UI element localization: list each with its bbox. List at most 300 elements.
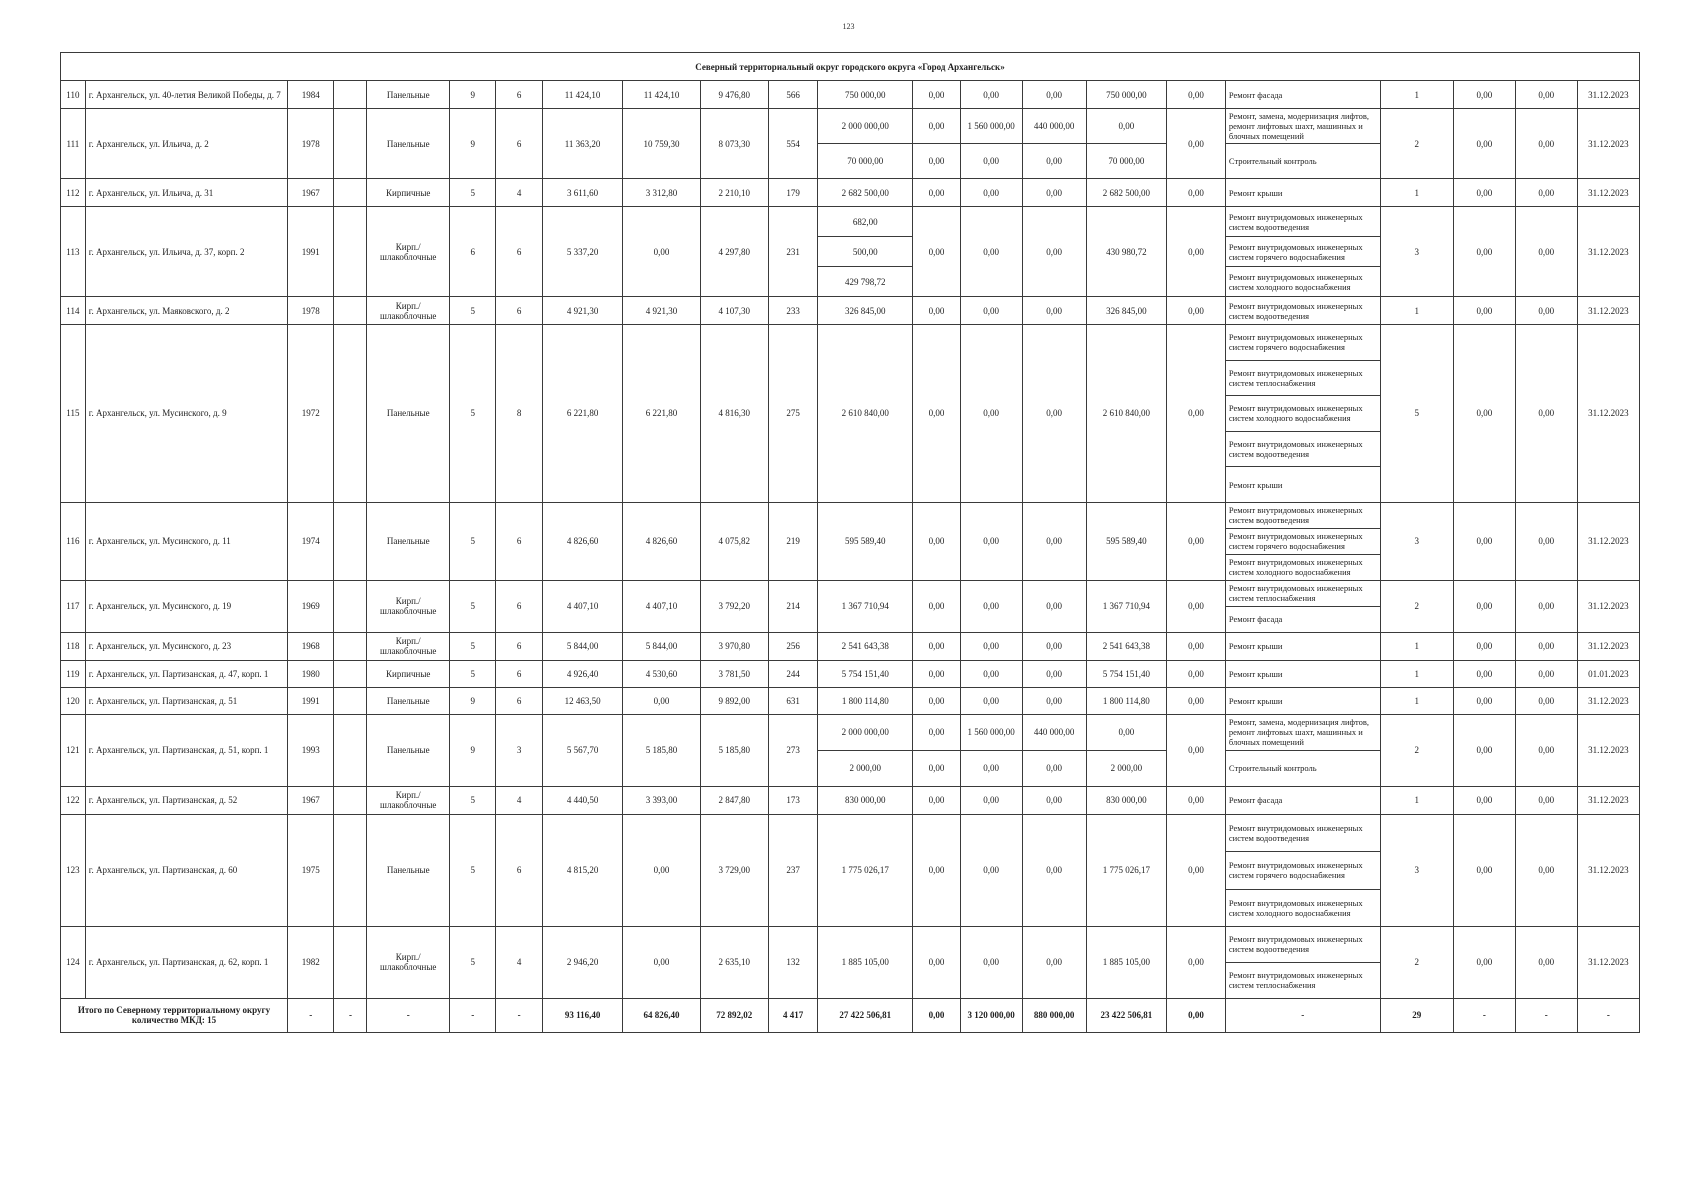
empty-cell [334,297,367,325]
financing-cell: 1 367 710,94 [1086,580,1166,632]
owned-area-cell: 2 635,10 [700,926,768,998]
total-value: 72 892,02 [700,998,768,1032]
cost-cell: 70 000,00 [818,144,913,179]
row-number: 123 [61,814,86,926]
total-value: 23 422 506,81 [1086,998,1166,1032]
address-cell: г. Архангельск, ул. Мусинского, д. 19 [85,580,287,632]
work-type-cell: Ремонт крыши [1225,687,1380,714]
total-row [61,998,1640,1032]
residential-area-cell: 0,00 [623,814,700,926]
financing-cell: 0,00 [1022,926,1086,998]
floors-cell: 5 [450,660,496,687]
financing-cell: 0,00 [1022,814,1086,926]
residents-cell: 273 [768,714,818,786]
financing-cell: 0,00 [1022,207,1086,297]
dash-cell: - [367,998,450,1032]
year-cell: 1978 [288,297,334,325]
deadline-cell: 01.01.2023 [1577,660,1639,687]
financing-cell: 0,00 [1022,81,1086,109]
floors-cell: 5 [450,297,496,325]
residents-cell: 231 [768,207,818,297]
work-type-cell: Ремонт внутридомовых инженерных систем холодного водоснабжения [1225,889,1380,926]
financing-cell: 0,00 [960,502,1022,580]
empty-cell [334,207,367,297]
financing-cell: 0,00 [960,297,1022,325]
work-type-cell: Ремонт крыши [1225,660,1380,687]
deadline-cell: 31.12.2023 [1577,926,1639,998]
table-row [61,632,1640,660]
residents-cell: 237 [768,814,818,926]
residents-cell: 554 [768,109,818,179]
other-funds-cell: 0,00 [1167,714,1226,786]
total-area-cell: 4 921,30 [542,297,622,325]
wall-material-cell: Панельные [367,687,450,714]
financing-cell: 0,00 [1086,714,1166,750]
work-type-cell: Ремонт крыши [1225,632,1380,660]
total-value: 0,00 [1167,998,1226,1032]
entrances-cell: 6 [496,207,542,297]
owned-area-cell: 4 297,80 [700,207,768,297]
owned-area-cell: 3 970,80 [700,632,768,660]
empty-cell [334,632,367,660]
cost-cell: 5 754 151,40 [818,660,913,687]
address-cell: г. Архангельск, ул. Мусинского, д. 23 [85,632,287,660]
value-cell: 0,00 [1515,297,1577,325]
wall-material-cell: Кирп./ шлакоблочные [367,297,450,325]
cost-cell: 326 845,00 [818,297,913,325]
address-cell: г. Архангельск, ул. Партизанская, д. 47, корп. 1 [85,660,287,687]
owned-area-cell: 4 075,82 [700,502,768,580]
other-funds-cell: 0,00 [1167,207,1226,297]
value-cell: 0,00 [1453,179,1515,207]
other-funds-cell: 0,00 [1167,814,1226,926]
empty-cell [334,325,367,503]
work-type-cell: Ремонт внутридомовых инженерных систем холодного водоснабжения [1225,554,1380,580]
floors-cell: 9 [450,714,496,786]
work-count-cell: 5 [1380,325,1453,503]
financing-cell: 1 800 114,80 [1086,687,1166,714]
deadline-cell: 31.12.2023 [1577,687,1639,714]
value-cell: 0,00 [1453,687,1515,714]
financing-cell: 0,00 [913,502,960,580]
financing-cell: 750 000,00 [1086,81,1166,109]
work-type-cell: Ремонт внутридомовых инженерных систем теплоснабжения [1225,962,1380,998]
owned-area-cell: 2 847,80 [700,786,768,814]
financing-cell: 0,00 [960,687,1022,714]
other-funds-cell: 0,00 [1167,687,1226,714]
residential-area-cell: 4 530,60 [623,660,700,687]
residential-area-cell: 0,00 [623,687,700,714]
residential-area-cell: 10 759,30 [623,109,700,179]
financing-cell: 1 560 000,00 [960,714,1022,750]
financing-cell: 430 980,72 [1086,207,1166,297]
floors-cell: 9 [450,109,496,179]
financing-cell: 1 775 026,17 [1086,814,1166,926]
owned-area-cell: 9 892,00 [700,687,768,714]
deadline-cell: 31.12.2023 [1577,325,1639,503]
address-cell: г. Архангельск, ул. Партизанская, д. 51 [85,687,287,714]
table-row [61,926,1640,962]
dash-cell: - [288,998,334,1032]
year-cell: 1969 [288,580,334,632]
value-cell: 0,00 [1453,632,1515,660]
row-number: 122 [61,786,86,814]
residents-cell: 631 [768,687,818,714]
financing-cell: 0,00 [913,325,960,503]
value-cell: 0,00 [1453,926,1515,998]
owned-area-cell: 8 073,30 [700,109,768,179]
wall-material-cell: Панельные [367,714,450,786]
owned-area-cell: 4 816,30 [700,325,768,503]
financing-cell: 0,00 [960,926,1022,998]
financing-cell: 1 885 105,00 [1086,926,1166,998]
entrances-cell: 6 [496,297,542,325]
value-cell: 0,00 [1515,502,1577,580]
financing-cell: 0,00 [913,714,960,750]
financing-cell: 0,00 [913,926,960,998]
work-count-cell: 2 [1380,926,1453,998]
row-number: 121 [61,714,86,786]
financing-cell: 0,00 [913,109,960,144]
value-cell: 0,00 [1453,207,1515,297]
total-area-cell: 2 946,20 [542,926,622,998]
residents-cell: 566 [768,81,818,109]
financing-cell: 0,00 [1022,632,1086,660]
work-count-cell: 3 [1380,502,1453,580]
residents-cell: 275 [768,325,818,503]
deadline-cell: 31.12.2023 [1577,502,1639,580]
total-area-cell: 4 926,40 [542,660,622,687]
financing-cell: 595 589,40 [1086,502,1166,580]
other-funds-cell: 0,00 [1167,580,1226,632]
financing-cell: 326 845,00 [1086,297,1166,325]
empty-cell [334,786,367,814]
work-type-cell: Ремонт внутридомовых инженерных систем холодного водоснабжения [1225,396,1380,432]
total-area-cell: 4 440,50 [542,786,622,814]
entrances-cell: 3 [496,714,542,786]
empty-cell [334,81,367,109]
financing-cell: 0,00 [913,297,960,325]
work-count-cell: 1 [1380,660,1453,687]
residents-cell: 256 [768,632,818,660]
total-value: 27 422 506,81 [818,998,913,1032]
total-value: 880 000,00 [1022,998,1086,1032]
work-type-cell: Ремонт фасада [1225,606,1380,632]
year-cell: 1993 [288,714,334,786]
value-cell: 0,00 [1515,81,1577,109]
other-funds-cell: 0,00 [1167,660,1226,687]
wall-material-cell: Панельные [367,325,450,503]
address-cell: г. Архангельск, ул. Ильича, д. 37, корп. 2 [85,207,287,297]
residents-cell: 219 [768,502,818,580]
address-cell: г. Архангельск, ул. Партизанская, д. 52 [85,786,287,814]
entrances-cell: 6 [496,580,542,632]
other-funds-cell: 0,00 [1167,786,1226,814]
value-cell: 0,00 [1515,714,1577,786]
residential-area-cell: 11 424,10 [623,81,700,109]
wall-material-cell: Кирп./ шлакоблочные [367,580,450,632]
address-cell: г. Архангельск, ул. Мусинского, д. 9 [85,325,287,503]
financing-cell: 0,00 [1022,660,1086,687]
financing-cell: 0,00 [913,81,960,109]
work-type-cell: Ремонт внутридомовых инженерных систем водоотведения [1225,926,1380,962]
value-cell: 0,00 [1515,926,1577,998]
empty-cell [334,660,367,687]
financing-cell: 0,00 [960,179,1022,207]
total-work-count: 29 [1380,998,1453,1032]
residents-cell: 132 [768,926,818,998]
work-type-cell: Ремонт внутридомовых инженерных систем водоотведения [1225,814,1380,851]
total-area-cell: 11 424,10 [542,81,622,109]
financing-cell: 0,00 [913,144,960,179]
work-type-cell: Ремонт фасада [1225,81,1380,109]
owned-area-cell: 9 476,80 [700,81,768,109]
wall-material-cell: Кирпичные [367,179,450,207]
financing-cell: 830 000,00 [1086,786,1166,814]
wall-material-cell: Кирпичные [367,660,450,687]
address-cell: г. Архангельск, ул. Партизанская, д. 51, корп. 1 [85,714,287,786]
financing-cell: 0,00 [1022,179,1086,207]
work-type-cell: Ремонт внутридомовых инженерных систем холодного водоснабжения [1225,267,1380,297]
deadline-cell: 31.12.2023 [1577,109,1639,179]
empty-cell [334,580,367,632]
cost-cell: 1 367 710,94 [818,580,913,632]
cost-cell: 830 000,00 [818,786,913,814]
cost-cell: 682,00 [818,207,913,237]
entrances-cell: 8 [496,325,542,503]
work-type-cell: Ремонт внутридомовых инженерных систем водоотведения [1225,431,1380,467]
value-cell: 0,00 [1515,687,1577,714]
address-cell: г. Архангельск, ул. Ильича, д. 31 [85,179,287,207]
deadline-cell: 31.12.2023 [1577,786,1639,814]
financing-cell: 0,00 [960,325,1022,503]
total-area-cell: 11 363,20 [542,109,622,179]
empty-cell [334,502,367,580]
table-row [61,81,1640,109]
work-type-cell: Ремонт внутридомовых инженерных систем горячего водоснабжения [1225,237,1380,267]
table-row [61,179,1640,207]
financing-cell: 0,00 [960,786,1022,814]
address-cell: г. Архангельск, ул. Ильича, д. 2 [85,109,287,179]
other-funds-cell: 0,00 [1167,502,1226,580]
residents-cell: 244 [768,660,818,687]
work-type-cell: Ремонт, замена, модернизация лифтов, ремонт лифтовых шахт, машинных и блочных помещений [1225,714,1380,750]
work-count-cell: 2 [1380,109,1453,179]
deadline-cell: 31.12.2023 [1577,580,1639,632]
residential-area-cell: 3 312,80 [623,179,700,207]
row-number: 113 [61,207,86,297]
empty-cell [334,926,367,998]
other-funds-cell: 0,00 [1167,325,1226,503]
total-value: 0,00 [913,998,960,1032]
cost-cell: 2 000 000,00 [818,109,913,144]
residential-area-cell: 3 393,00 [623,786,700,814]
value-cell: 0,00 [1515,786,1577,814]
entrances-cell: 6 [496,109,542,179]
residents-cell: 179 [768,179,818,207]
residents-cell: 173 [768,786,818,814]
wall-material-cell: Панельные [367,81,450,109]
dash-cell: - [1453,998,1515,1032]
value-cell: 0,00 [1515,632,1577,660]
financing-cell: 0,00 [1022,687,1086,714]
year-cell: 1975 [288,814,334,926]
residential-area-cell: 4 826,60 [623,502,700,580]
work-count-cell: 1 [1380,632,1453,660]
floors-cell: 5 [450,786,496,814]
total-label: Итого по Северному территориальному округу количество МКД: 15 [61,998,288,1032]
financing-cell: 0,00 [913,632,960,660]
address-cell: г. Архангельск, ул. Партизанская, д. 60 [85,814,287,926]
financing-cell: 0,00 [1022,144,1086,179]
deadline-cell: 31.12.2023 [1577,207,1639,297]
address-cell: г. Архангельск, ул. 40-летия Великой Победы, д. 7 [85,81,287,109]
empty-cell [334,687,367,714]
financing-cell: 70 000,00 [1086,144,1166,179]
dash-cell: - [496,998,542,1032]
financing-cell: 0,00 [913,786,960,814]
floors-cell: 9 [450,81,496,109]
financing-cell: 0,00 [960,814,1022,926]
work-type-cell: Ремонт фасада [1225,786,1380,814]
work-count-cell: 2 [1380,580,1453,632]
empty-cell [334,109,367,179]
table-row [61,109,1640,144]
residential-area-cell: 6 221,80 [623,325,700,503]
entrances-cell: 6 [496,660,542,687]
deadline-cell: 31.12.2023 [1577,714,1639,786]
financing-cell: 2 000,00 [1086,750,1166,786]
table-row [61,660,1640,687]
total-area-cell: 12 463,50 [542,687,622,714]
floors-cell: 9 [450,687,496,714]
address-cell: г. Архангельск, ул. Маяковского, д. 2 [85,297,287,325]
address-cell: г. Архангельск, ул. Партизанская, д. 62, корп. 1 [85,926,287,998]
total-value: 93 116,40 [542,998,622,1032]
table-row [61,687,1640,714]
row-number: 114 [61,297,86,325]
work-type-cell: Строительный контроль [1225,144,1380,179]
register-table [60,52,1640,1033]
table-row [61,207,1640,237]
residents-cell: 214 [768,580,818,632]
dash-cell: - [334,998,367,1032]
row-number: 118 [61,632,86,660]
value-cell: 0,00 [1453,786,1515,814]
total-area-cell: 5 567,70 [542,714,622,786]
wall-material-cell: Кирп./ шлакоблочные [367,926,450,998]
value-cell: 0,00 [1453,109,1515,179]
financing-cell: 2 610 840,00 [1086,325,1166,503]
table-row [61,325,1640,361]
deadline-cell: 31.12.2023 [1577,632,1639,660]
work-type-cell: Ремонт внутридомовых инженерных систем теплоснабжения [1225,360,1380,396]
cost-cell: 500,00 [818,237,913,267]
cost-cell: 2 541 643,38 [818,632,913,660]
total-area-cell: 4 407,10 [542,580,622,632]
year-cell: 1984 [288,81,334,109]
table-row [61,502,1640,528]
cost-cell: 1 800 114,80 [818,687,913,714]
empty-cell [334,814,367,926]
cost-cell: 2 682 500,00 [818,179,913,207]
work-type-cell: Ремонт внутридомовых инженерных систем водоотведения [1225,502,1380,528]
value-cell: 0,00 [1453,660,1515,687]
section-header-row [61,53,1640,81]
floors-cell: 5 [450,580,496,632]
entrances-cell: 6 [496,687,542,714]
work-type-cell: Ремонт, замена, модернизация лифтов, ремонт лифтовых шахт, машинных и блочных помещений [1225,109,1380,144]
financing-cell: 0,00 [960,144,1022,179]
year-cell: 1967 [288,786,334,814]
financing-cell: 440 000,00 [1022,714,1086,750]
wall-material-cell: Кирп./ шлакоблочные [367,207,450,297]
value-cell: 0,00 [1453,714,1515,786]
floors-cell: 5 [450,325,496,503]
dash-cell: - [450,998,496,1032]
total-area-cell: 4 815,20 [542,814,622,926]
wall-material-cell: Панельные [367,814,450,926]
financing-cell: 0,00 [913,207,960,297]
entrances-cell: 4 [496,926,542,998]
entrances-cell: 6 [496,814,542,926]
empty-cell [334,179,367,207]
row-number: 116 [61,502,86,580]
deadline-cell: 31.12.2023 [1577,814,1639,926]
work-count-cell: 2 [1380,714,1453,786]
value-cell: 0,00 [1453,297,1515,325]
residential-area-cell: 5 844,00 [623,632,700,660]
table-row [61,786,1640,814]
financing-cell: 0,00 [913,660,960,687]
deadline-cell: 31.12.2023 [1577,179,1639,207]
dash-cell: - [1577,998,1639,1032]
cost-cell: 2 610 840,00 [818,325,913,503]
financing-cell: 2 682 500,00 [1086,179,1166,207]
owned-area-cell: 4 107,30 [700,297,768,325]
floors-cell: 6 [450,207,496,297]
financing-cell: 0,00 [1022,325,1086,503]
financing-cell: 0,00 [1022,786,1086,814]
value-cell: 0,00 [1515,580,1577,632]
financing-cell: 0,00 [913,179,960,207]
total-area-cell: 3 611,60 [542,179,622,207]
table-row [61,714,1640,750]
financing-cell: 0,00 [960,81,1022,109]
entrances-cell: 6 [496,81,542,109]
row-number: 120 [61,687,86,714]
cost-cell: 2 000 000,00 [818,714,913,750]
year-cell: 1991 [288,687,334,714]
work-count-cell: 1 [1380,179,1453,207]
residents-cell: 233 [768,297,818,325]
wall-material-cell: Кирп./ шлакоблочные [367,786,450,814]
financing-cell: 0,00 [1086,109,1166,144]
financing-cell: 0,00 [1022,750,1086,786]
total-area-cell: 6 221,80 [542,325,622,503]
entrances-cell: 4 [496,179,542,207]
owned-area-cell: 5 185,80 [700,714,768,786]
total-area-cell: 5 844,00 [542,632,622,660]
table-row [61,814,1640,851]
deadline-cell: 31.12.2023 [1577,81,1639,109]
year-cell: 1974 [288,502,334,580]
cost-cell: 1 885 105,00 [818,926,913,998]
wall-material-cell: Панельные [367,109,450,179]
financing-cell: 0,00 [960,580,1022,632]
work-type-cell: Ремонт внутридомовых инженерных систем горячего водоснабжения [1225,325,1380,361]
financing-cell: 0,00 [960,632,1022,660]
